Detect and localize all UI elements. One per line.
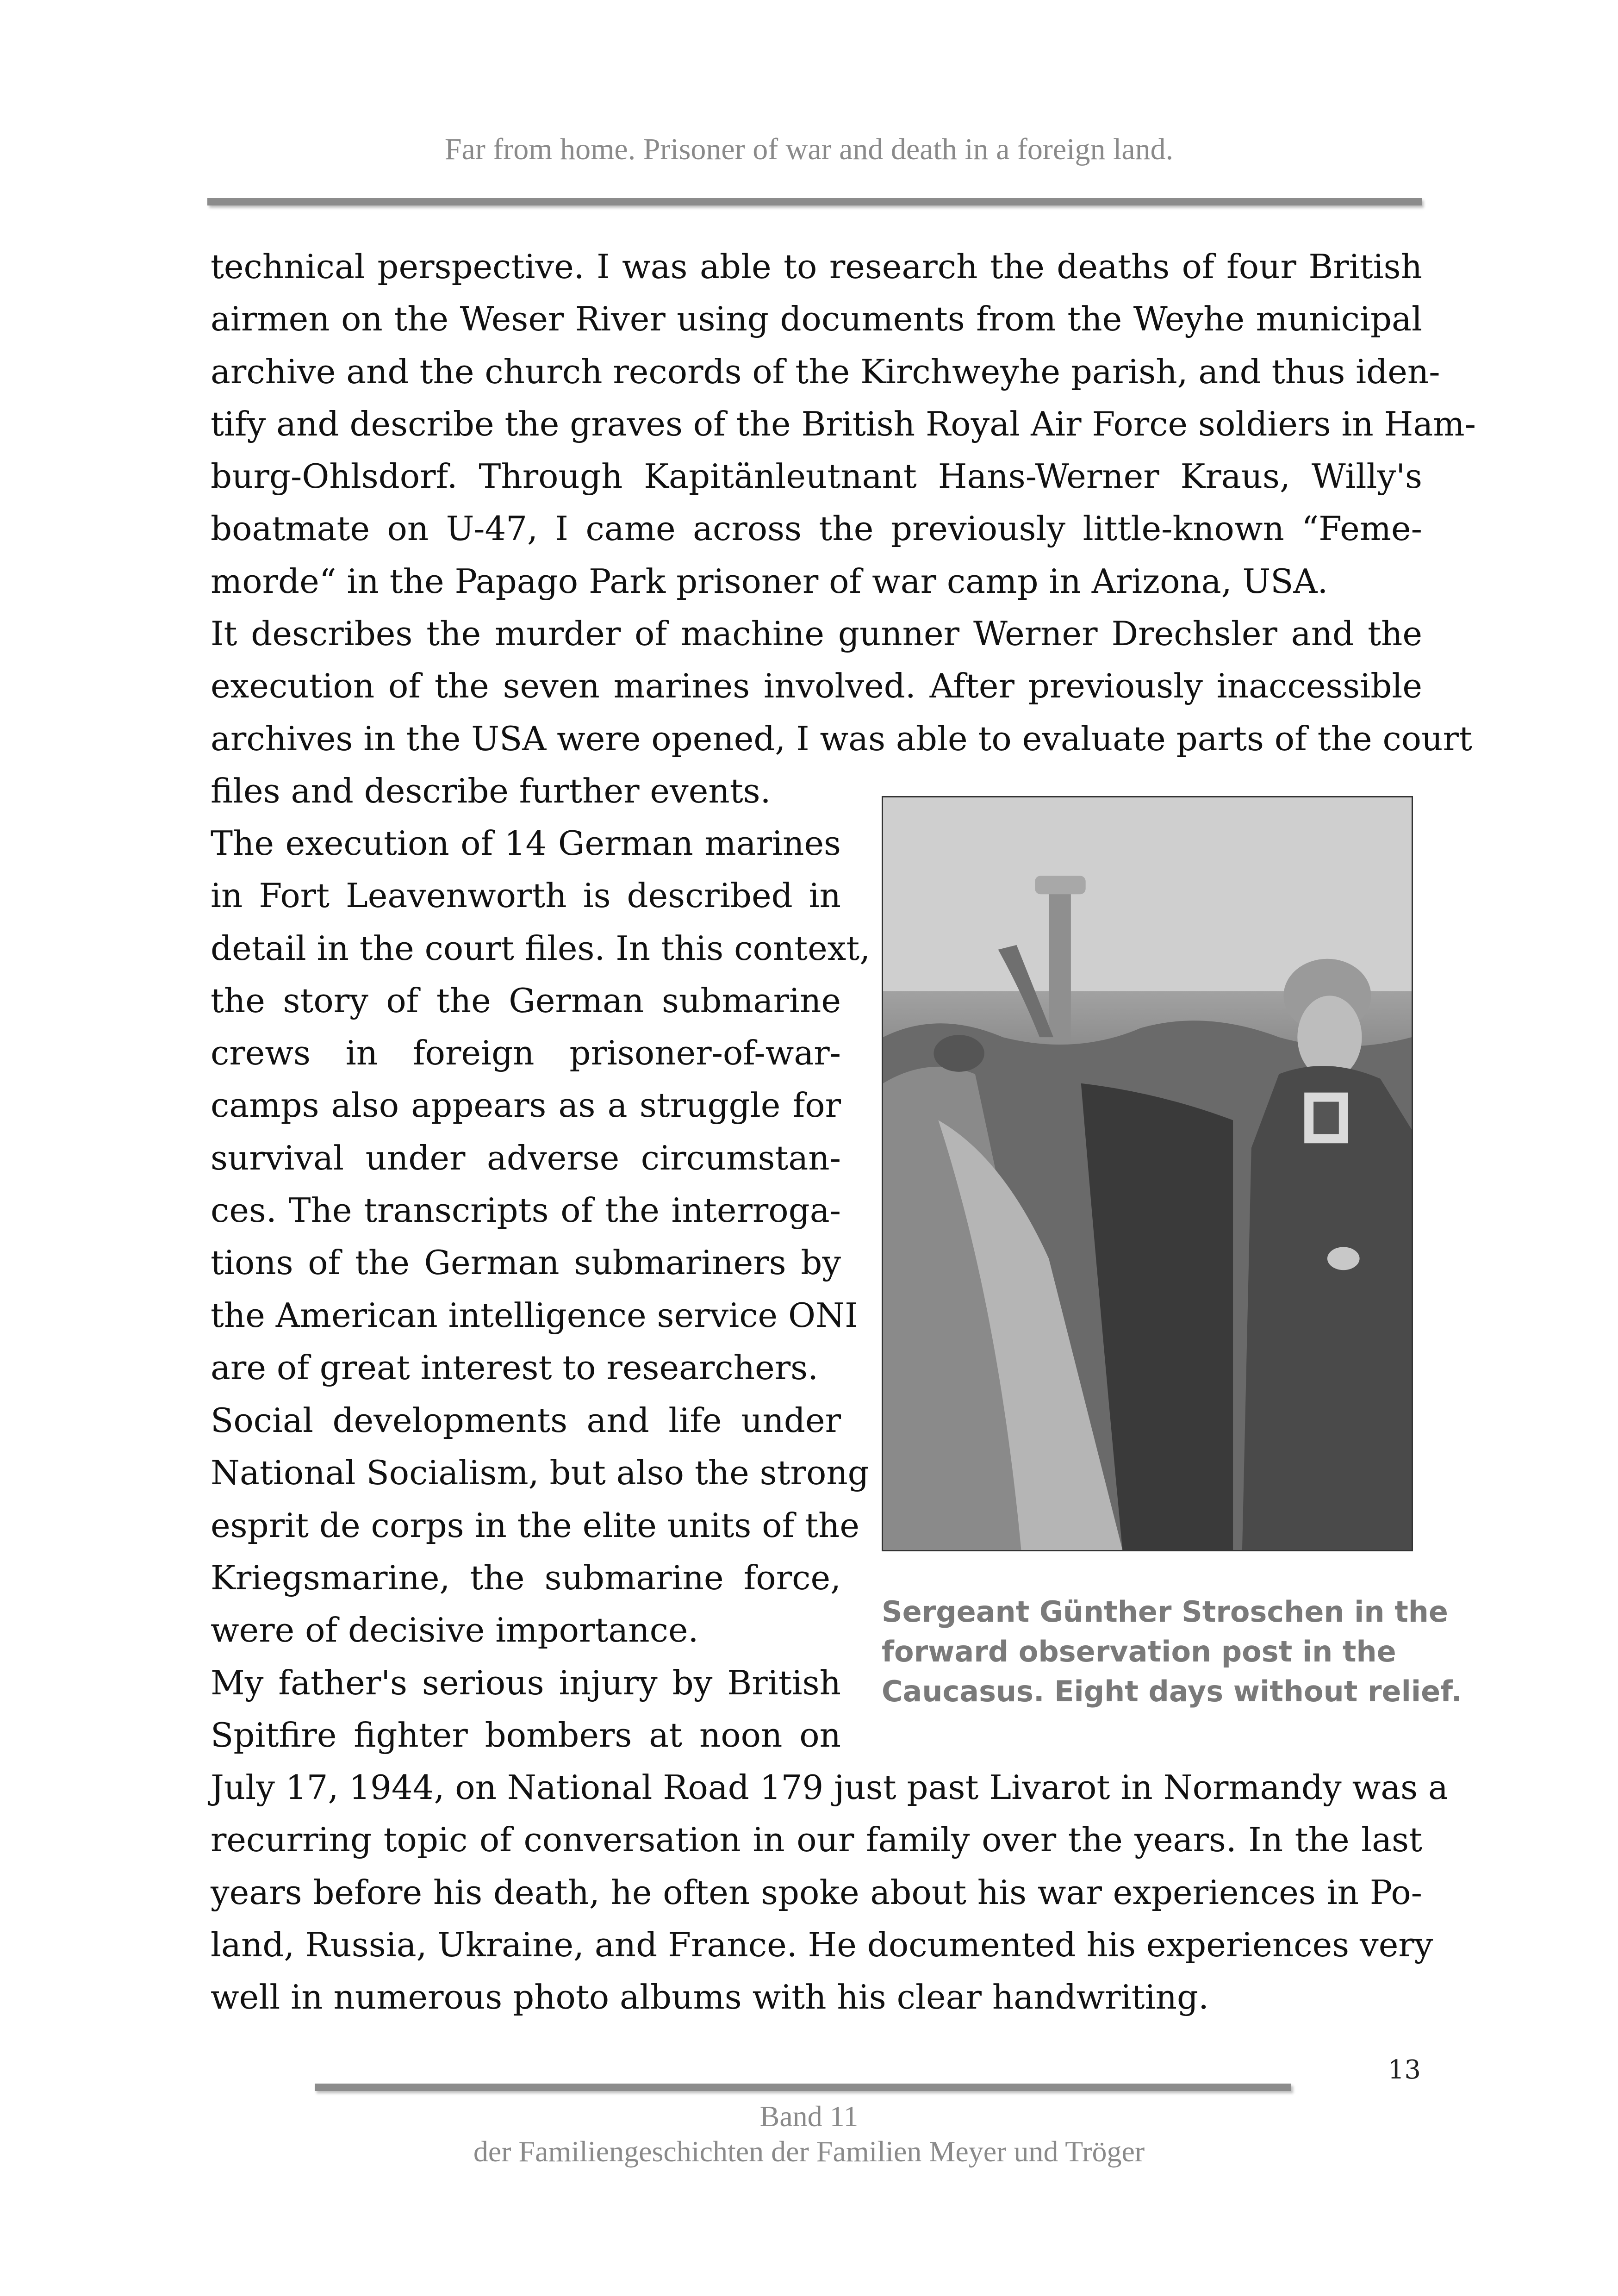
text-line: July 17, 1944, on National Road 179 just past Livarot in Normandy was a — [211, 1768, 1448, 1807]
text-line: ces. The transcripts of the interroga- — [211, 1191, 841, 1230]
text-line: Social developments and life under — [211, 1401, 841, 1440]
footer-series: der Familiengeschichten der Familien Meyer und Tröger — [473, 2135, 1145, 2168]
text-line: are of great interest to researchers. — [211, 1348, 818, 1387]
text-line: tify and describe the graves of the British Royal Air Force soldiers in Ham- — [211, 404, 1476, 443]
text-line: the story of the German submarine — [211, 981, 841, 1020]
text-line: execution of the seven marines involved. After previously inaccessible — [211, 666, 1422, 706]
text-line: in Fort Leavenworth is described in — [211, 876, 841, 915]
text-line: years before his death, he often spoke about his war experiences in Po- — [211, 1873, 1422, 1912]
text-line: burg-Ohlsdorf. Through Kapitänleutnant Hans-Werner Kraus, Willy's — [211, 457, 1422, 496]
text-line: archives in the USA were opened, I was able to evaluate parts of the court — [211, 719, 1472, 758]
text-line: morde“ in the Papago Park prisoner of war camp in Arizona, USA. — [211, 561, 1328, 601]
photo-illustration — [883, 797, 1412, 1550]
paragraph-1 — [211, 241, 1476, 608]
text-line: My father's serious injury by British — [211, 1663, 841, 1702]
caption-line: forward observation post in the — [882, 1635, 1396, 1668]
text-line: National Socialism, but also the strong — [211, 1453, 869, 1493]
text-line: files and describe further events. — [211, 771, 771, 810]
paragraph-5-full — [211, 1761, 1448, 2023]
text-line: esprit de corps in the elite units of the — [211, 1506, 860, 1545]
text-line: land, Russia, Ukraine, and France. He documented his experiences very — [211, 1925, 1433, 1964]
caption-line: Sergeant Günther Stroschen in the — [882, 1595, 1448, 1629]
page-number: 13 — [1388, 2055, 1421, 2085]
text-line: The execution of 14 German marines — [211, 824, 841, 863]
text-line: crews in foreign prisoner-of-war- — [211, 1033, 841, 1073]
header-rule — [207, 198, 1422, 205]
text-line: recurring topic of conversation in our family over the years. In the last — [211, 1820, 1422, 1860]
paragraph-5-narrow — [211, 1657, 841, 1762]
text-line: camps also appears as a struggle for — [211, 1086, 841, 1125]
text-line: technical perspective. I was able to research the deaths of four British — [211, 247, 1422, 286]
text-line: detail in the court files. In this context, — [211, 928, 871, 968]
paragraph-2 — [211, 608, 1472, 817]
paragraph-4 — [211, 1394, 869, 1656]
running-head: Far from home. Prisoner of war and death in a foreign land. — [444, 132, 1174, 166]
text-line: Spitfire fighter bombers at noon on — [211, 1716, 841, 1755]
text-line: were of decisive importance. — [211, 1611, 699, 1650]
text-line: It describes the murder of machine gunner Werner Drechsler and the — [211, 614, 1422, 653]
text-line: survival under adverse circumstan- — [211, 1138, 841, 1177]
photo-caption — [882, 1592, 1462, 1711]
text-line: tions of the German submariners by — [211, 1243, 841, 1282]
text-line: boatmate on U-47, I came across the previously little-known “Feme- — [211, 509, 1422, 548]
footer-rule — [315, 2084, 1291, 2091]
caption-line: Caucasus. Eight days without relief. — [882, 1674, 1462, 1708]
text-line: well in numerous photo albums with his clear handwriting. — [211, 1978, 1209, 2017]
soldier-trench-photo — [882, 796, 1413, 1551]
footer-volume: Band 11 — [759, 2100, 859, 2133]
paragraph-3 — [211, 817, 871, 1394]
text-line: the American intelligence service ONI — [211, 1295, 858, 1335]
text-line: airmen on the Weser River using documents from the Weyhe municipal — [211, 299, 1422, 339]
text-line: archive and the church records of the Kirchweyhe parish, and thus iden- — [211, 352, 1440, 391]
text-line: Kriegsmarine, the submarine force, — [211, 1558, 841, 1597]
